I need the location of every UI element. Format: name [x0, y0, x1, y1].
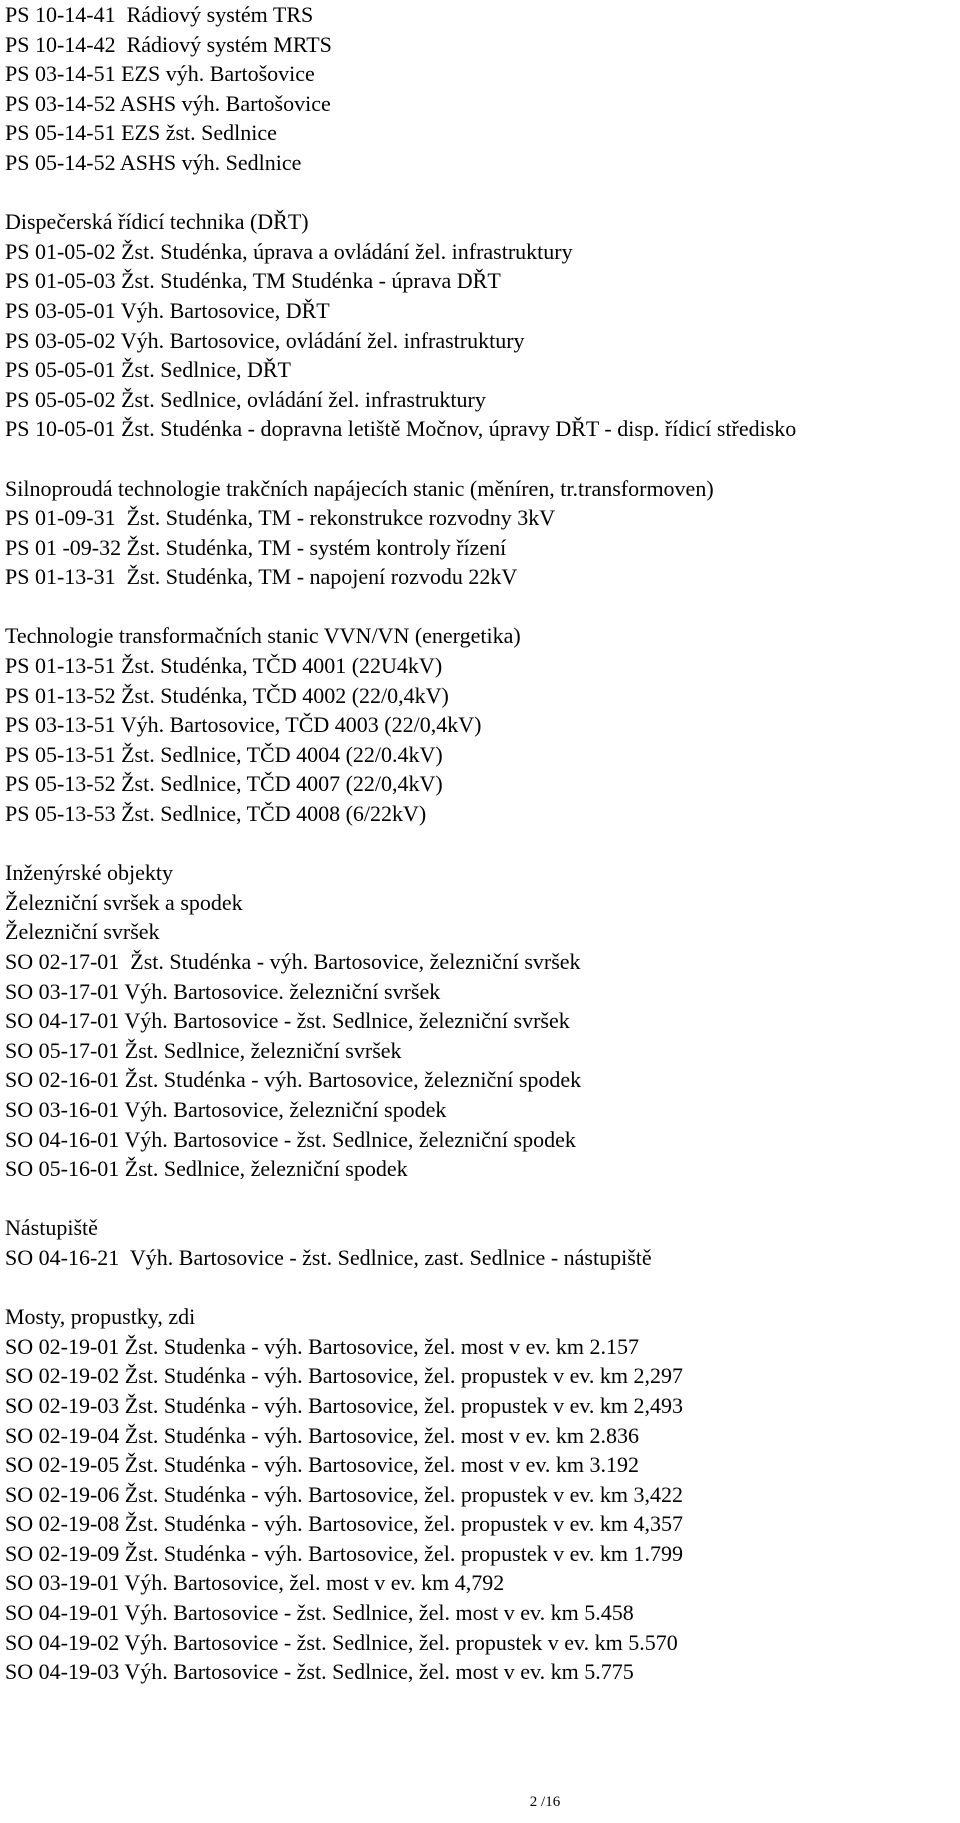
- section-heading: Mosty, propustky, zdi: [5, 1304, 196, 1330]
- document-line: PS 01 -09-32 Žst. Studénka, TM - systém kontroly řízení: [5, 534, 507, 560]
- document-line: PS 05-13-52 Žst. Sedlnice, TČD 4007 (22/0,4kV): [5, 771, 443, 797]
- document-line: SO 04-19-02 Výh. Bartosovice - žst. Sedlnice, žel. propustek v ev. km 5.570: [5, 1629, 678, 1655]
- document-line: SO 02-19-03 Žst. Studénka - výh. Bartosovice, žel. propustek v ev. km 2,493: [5, 1392, 684, 1418]
- document-line: PS 03-05-02 Výh. Bartosovice, ovládání žel. infrastruktury: [5, 327, 525, 353]
- blank-line: [5, 178, 955, 208]
- document-line: SO 02-19-04 Žst. Studénka - výh. Bartosovice, žel. most v ev. km 2.836: [5, 1422, 640, 1448]
- document-line: SO 04-19-01 Výh. Bartosovice - žst. Sedlnice, žel. most v ev. km 5.458: [5, 1600, 634, 1626]
- document-line: Železniční svršek: [5, 919, 160, 945]
- document-line: SO 03-17-01 Výh. Bartosovice. železniční svršek: [5, 978, 441, 1004]
- document-line: PS 10-05-01 Žst. Studénka - dopravna letiště Močnov, úpravy DŘT - disp. řídicí středisko: [5, 416, 797, 442]
- blank-line: [5, 444, 955, 474]
- document-line: PS 01-13-31 Žst. Studénka, TM - napojení rozvodu 22kV: [5, 564, 518, 590]
- document-line: PS 03-14-51 EZS výh. Bartošovice: [5, 61, 315, 87]
- document-line: SO 05-16-01 Žst. Sedlnice, železniční spodek: [5, 1156, 408, 1182]
- document-line: PS 10-14-41 Rádiový systém TRS: [5, 2, 314, 27]
- blank-line: [5, 829, 955, 859]
- document-line: PS 03-05-01 Výh. Bartosovice, DŘT: [5, 297, 330, 323]
- document-body: [5, 0, 955, 1687]
- document-line: SO 02-19-02 Žst. Studénka - výh. Bartosovice, žel. propustek v ev. km 2,297: [5, 1363, 684, 1389]
- document-line: PS 03-13-51 Výh. Bartosovice, TČD 4003 (22/0,4kV): [5, 712, 482, 738]
- section-heading: Dispečerská řídicí technika (DŘT): [5, 209, 309, 235]
- blank-line: [5, 592, 955, 622]
- document-line: PS 05-13-53 Žst. Sedlnice, TČD 4008 (6/22kV): [5, 801, 427, 827]
- document-line: SO 02-19-08 Žst. Studénka - výh. Bartosovice, žel. propustek v ev. km 4,357: [5, 1511, 684, 1537]
- document-line: SO 03-19-01 Výh. Bartosovice, žel. most v ev. km 4,792: [5, 1570, 505, 1596]
- document-line: SO 02-16-01 Žst. Studénka - výh. Bartosovice, železniční spodek: [5, 1067, 582, 1093]
- document-line: PS 05-14-52 ASHS výh. Sedlnice: [5, 149, 302, 175]
- blank-line: [5, 1273, 955, 1303]
- section-heading: Nástupiště: [5, 1215, 98, 1241]
- document-line: PS 01-05-03 Žst. Studénka, TM Studénka - úprava DŘT: [5, 268, 501, 294]
- section-heading: Inženýrské objekty: [5, 860, 173, 886]
- blank-line: [5, 1184, 955, 1214]
- page-number: 2 /16: [529, 1794, 561, 1810]
- document-line: SO 02-19-01 Žst. Studenka - výh. Bartosovice, žel. most v ev. km 2.157: [5, 1333, 640, 1359]
- document-line: SO 04-19-03 Výh. Bartosovice - žst. Sedlnice, žel. most v ev. km 5.775: [5, 1659, 634, 1685]
- document-page: [5, 0, 955, 1687]
- document-line: SO 02-19-05 Žst. Studénka - výh. Bartosovice, žel. most v ev. km 3.192: [5, 1452, 640, 1478]
- document-line: PS 05-05-02 Žst. Sedlnice, ovládání žel. infrastruktury: [5, 386, 486, 412]
- document-line: PS 05-14-51 EZS žst. Sedlnice: [5, 120, 277, 146]
- document-line: SO 04-16-01 Výh. Bartosovice - žst. Sedlnice, železniční spodek: [5, 1126, 576, 1152]
- document-line: SO 02-19-09 Žst. Studénka - výh. Bartosovice, žel. propustek v ev. km 1.799: [5, 1540, 684, 1566]
- document-line: SO 02-17-01 Žst. Studénka - výh. Bartosovice, železniční svršek: [5, 949, 581, 974]
- document-line: SO 04-17-01 Výh. Bartosovice - žst. Sedlnice, železniční svršek: [5, 1008, 570, 1034]
- document-line: SO 05-17-01 Žst. Sedlnice, železniční svršek: [5, 1037, 402, 1063]
- section-heading: Silnoproudá technologie trakčních napájecích stanic (měníren, tr.transformoven): [5, 475, 714, 501]
- document-line: SO 02-19-06 Žst. Studénka - výh. Bartosovice, žel. propustek v ev. km 3,422: [5, 1481, 684, 1507]
- document-line: PS 05-13-51 Žst. Sedlnice, TČD 4004 (22/0.4kV): [5, 741, 443, 767]
- document-line: PS 01-05-02 Žst. Studénka, úprava a ovládání žel. infrastruktury: [5, 238, 573, 264]
- document-line: PS 05-05-01 Žst. Sedlnice, DŘT: [5, 357, 291, 383]
- document-line: PS 01-13-52 Žst. Studénka, TČD 4002 (22/0,4kV): [5, 682, 449, 708]
- section-heading: Technologie transformačních stanic VVN/VN (energetika): [5, 623, 521, 649]
- document-line: PS 01-09-31 Žst. Studénka, TM - rekonstrukce rozvodny 3kV: [5, 505, 556, 531]
- document-line: PS 01-13-51 Žst. Studénka, TČD 4001 (22U4kV): [5, 653, 443, 679]
- document-line: SO 04-16-21 Výh. Bartosovice - žst. Sedlnice, zast. Sedlnice - nástupiště: [5, 1244, 652, 1270]
- document-line: PS 10-14-42 Rádiový systém MRTS: [5, 31, 332, 57]
- document-line: PS 03-14-52 ASHS výh. Bartošovice: [5, 90, 331, 116]
- document-line: SO 03-16-01 Výh. Bartosovice, železniční spodek: [5, 1096, 447, 1122]
- document-line: Železniční svršek a spodek: [5, 889, 243, 915]
